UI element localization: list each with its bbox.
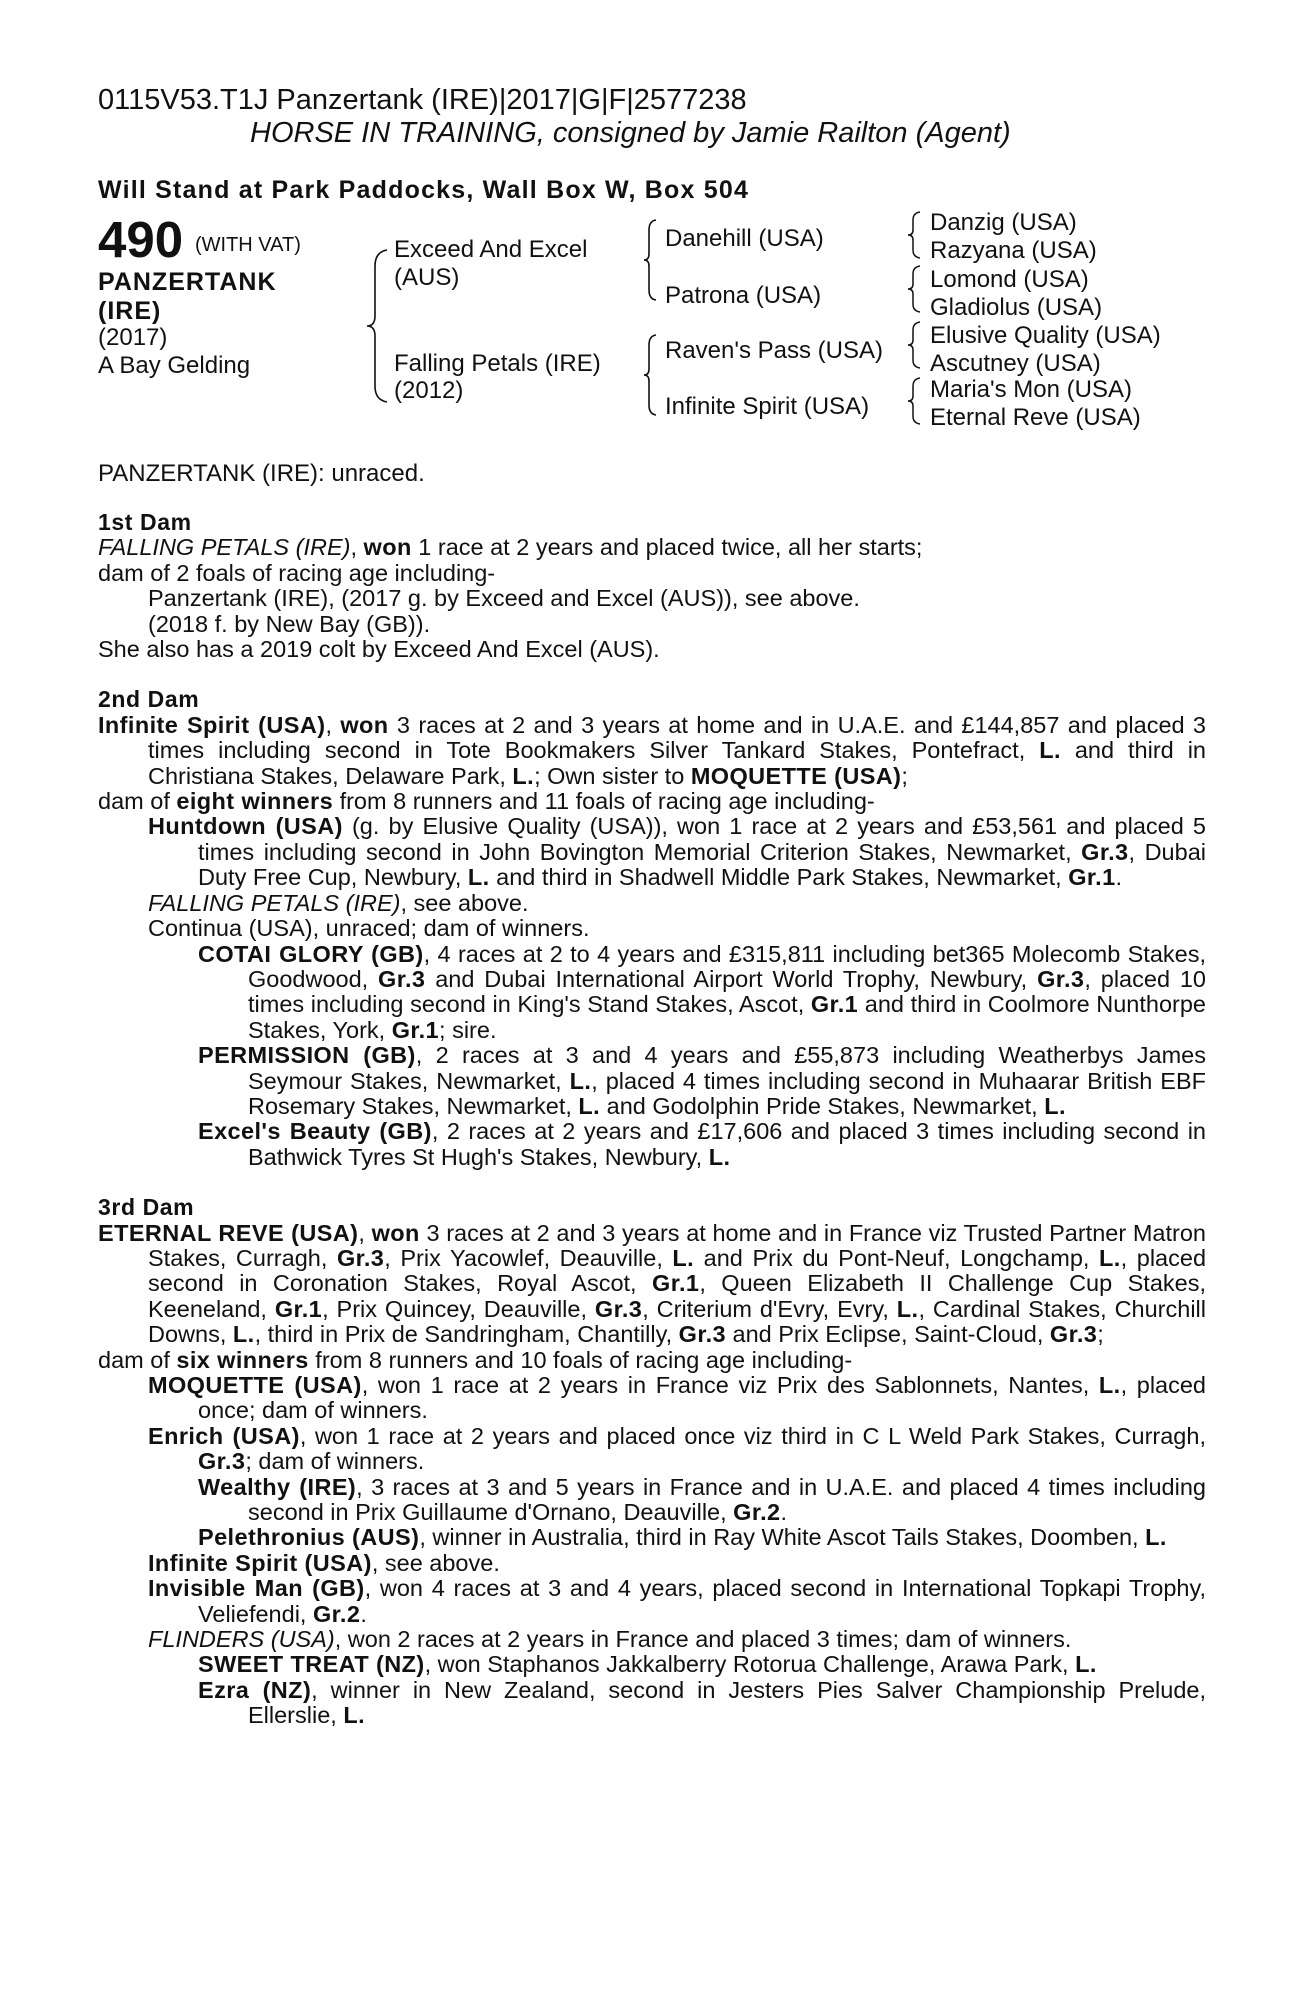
text: won — [340, 711, 389, 738]
pedigree-sire-dam: Patrona (USA) — [665, 282, 822, 309]
text: L. — [1044, 1092, 1066, 1119]
text: , — [350, 534, 364, 561]
produce-continua: Continua (USA), unraced; dam of winners. — [148, 915, 590, 942]
produce-permission — [98, 1043, 1206, 1119]
pedigree-dam-dam: Infinite Spirit (USA) — [665, 393, 870, 420]
text: Gr.3 — [678, 1321, 726, 1348]
text: 3 races at 2 and 3 years at home and in U.A.E. and £144,857 and placed 3 times including second in Tote Bookmakers Silver Tankard Stakes, Pontefract, — [148, 711, 1206, 764]
text: , Queen Elizabeth II Challenge Cup Stakes, Keeneland, — [148, 1270, 1206, 1322]
stand-location: Will Stand at Park Paddocks, Wall Box W, Box 504 — [98, 176, 750, 204]
produce-invisible-man — [98, 1576, 1206, 1627]
text: Excel's Beauty (GB) — [198, 1118, 432, 1145]
text: and Prix Eclipse, Saint-Cloud, — [725, 1321, 1050, 1348]
text: , see above. — [400, 889, 529, 916]
third-dam-heading: 3rd Dam — [98, 1194, 195, 1221]
pedigree-dam-sire: Raven's Pass (USA) — [665, 337, 883, 364]
text: Wealthy (IRE) — [198, 1473, 357, 1500]
text: , Criterium d'Evry, Evry, — [642, 1295, 897, 1322]
text: , Prix Yacowlef, Deauville, — [384, 1244, 673, 1271]
text: , third in Prix de Sandringham, Chantilly, — [254, 1321, 679, 1348]
horse-name-line1: PANZERTANK — [98, 268, 277, 296]
second-dam-record — [98, 713, 1206, 789]
text: , Dubai Duty Free Cup, Newbury, — [198, 838, 1206, 891]
horse-name — [98, 268, 277, 326]
produce-enrich — [98, 1424, 1206, 1475]
text: and Dubai International Airport World Trophy, Newbury, — [425, 965, 1038, 992]
text: won — [363, 534, 412, 561]
text: and third in Christiana Stakes, Delaware Park, — [148, 737, 1206, 789]
text: , placed once; dam of winners. — [198, 1372, 1207, 1424]
text: , won 1 race at 2 years in France viz Prix des Sablonnets, Nantes, — [361, 1372, 1099, 1398]
text: , 2 races at 3 and 4 years and £55,873 including Weatherbys James Seymour Stakes, Newmarket, — [248, 1042, 1206, 1094]
text: , won 4 races at 3 and 4 years, placed second in International Topkapi Trophy, Veliefendi, — [198, 1575, 1206, 1627]
pedigree-dam-year: (2012) — [394, 377, 464, 404]
text: L. — [232, 1321, 255, 1348]
text: Gr.1 — [274, 1295, 323, 1322]
text: Gr.3 — [594, 1295, 643, 1322]
pedigree-g3-eternal-reve: Eternal Reve (USA) — [930, 404, 1141, 431]
text: , winner in Australia, third in Ray White Ascot Tails Stakes, Doomben, — [419, 1524, 1146, 1551]
produce-record — [98, 510, 1206, 1729]
text: 3 races at 2 and 3 years at home and in France viz Trusted Partner Matron Stakes, Curragh, — [148, 1219, 1206, 1271]
produce-moquette — [98, 1373, 1206, 1424]
text: , won Staphanos Jakkalberry Rotorua Challenge, Arawa Park, — [424, 1651, 1076, 1678]
text: ; — [1097, 1321, 1104, 1348]
text: 1 race at 2 years and placed twice, all her starts; — [411, 534, 923, 561]
text: L. — [1098, 1372, 1121, 1398]
pedigree-brace-g3-1 — [906, 210, 922, 260]
text: won — [371, 1219, 420, 1246]
text: from 8 runners and 11 foals of racing age including- — [333, 788, 875, 815]
pedigree-brace-g3-4 — [906, 376, 922, 426]
text: , 2 races at 2 years and £17,606 and placed 3 times including second in Bathwick Tyres St Hugh's Stakes, Newbury, — [248, 1118, 1206, 1170]
text: ; sire. — [439, 1016, 497, 1043]
text: and Godolphin Pride Stakes, Newmarket, — [600, 1092, 1045, 1119]
text: dam of — [98, 788, 177, 815]
produce-excels-beauty — [98, 1119, 1206, 1170]
second-dam-heading: 2nd Dam — [98, 686, 200, 713]
text: L. — [1075, 1651, 1097, 1678]
produce-falling-petals — [98, 891, 1206, 916]
text: Gr.3 — [198, 1448, 246, 1475]
text: Gr.3 — [1037, 965, 1085, 992]
text: MOQUETTE (USA) — [690, 762, 902, 789]
text: COTAI GLORY (GB) — [198, 940, 424, 967]
produce-wealthy — [98, 1475, 1206, 1526]
first-dam-produce-summary: dam of 2 foals of racing age including- — [98, 559, 496, 586]
text: ETERNAL REVE (USA) — [98, 1219, 359, 1246]
produce-huntdown — [98, 814, 1206, 890]
pedigree-sire-sire: Danehill (USA) — [665, 225, 824, 252]
horse-description: A Bay Gelding — [98, 352, 251, 379]
text: Gr.3 — [378, 965, 426, 992]
text: Gr.3 — [1081, 838, 1129, 865]
text: ; Own sister to — [534, 762, 691, 789]
catalogue-reference: 0115V53.T1J Panzertank (IRE)|2017|G|F|2577238 — [98, 84, 747, 116]
text: Gr.2 — [733, 1499, 781, 1526]
produce-flinders — [98, 1627, 1206, 1652]
text: L. — [672, 1244, 695, 1271]
text: , 4 races at 2 to 4 years and £315,811 including bet365 Molecomb Stakes, Goodwood, — [248, 940, 1206, 992]
text: Gr.1 — [1068, 864, 1116, 891]
text: , placed 10 times including second in King's Stand Stakes, Ascot, — [248, 965, 1206, 1018]
text: Gr.1 — [652, 1270, 700, 1297]
text: , placed 4 times including second in Muhaarar British EBF Rosemary Stakes, Newmarket, — [248, 1067, 1207, 1119]
text: Enrich (USA) — [148, 1422, 300, 1449]
text: , Cardinal Stakes, Churchill Downs, — [148, 1295, 1206, 1348]
text: , winner in New Zealand, second in Jesters Pies Salver Championship Prelude, Ellerslie, — [248, 1676, 1206, 1729]
first-dam-record — [98, 535, 1206, 560]
text: and third in Coolmore Nunthorpe Stakes, York, — [248, 991, 1206, 1043]
first-dam-heading: 1st Dam — [98, 509, 192, 535]
second-dam-produce-summary — [98, 789, 1206, 814]
text: . — [1115, 864, 1123, 891]
text: FLINDERS (USA) — [148, 1626, 335, 1653]
first-dam-produce-1: Panzertank (IRE), (2017 g. by Exceed and Excel (AUS)), see above. — [148, 585, 860, 612]
text: eight winners — [176, 788, 334, 815]
first-dam-produce-2: (2018 f. by New Bay (GB)). — [148, 610, 431, 637]
text: Infinite Spirit (USA) — [98, 711, 326, 738]
pedigree-brace-g3-3 — [906, 320, 922, 370]
first-dam-name: FALLING PETALS (IRE) — [98, 534, 351, 561]
text: and Prix du Pont-Neuf, Longchamp, — [694, 1244, 1099, 1271]
text: . — [360, 1600, 367, 1627]
text: six winners — [176, 1346, 309, 1373]
pedigree-g3-ascutney: Ascutney (USA) — [930, 350, 1101, 377]
pedigree-sire-origin: (AUS) — [394, 264, 460, 291]
text: from 8 runners and 10 foals of racing age including- — [308, 1346, 853, 1373]
text: Pelethronius (AUS) — [198, 1524, 420, 1551]
text: Huntdown (USA) — [148, 813, 343, 840]
horse-year: (2017) — [98, 324, 168, 351]
text: L. — [343, 1702, 366, 1729]
produce-cotai-glory — [98, 942, 1206, 1044]
text: , won 2 races at 2 years in France and placed 3 times; dam of winners. — [334, 1626, 1072, 1653]
text: Gr.3 — [1049, 1321, 1098, 1348]
text: Ezra (NZ) — [198, 1676, 312, 1703]
text: . — [780, 1499, 788, 1526]
pedigree-dam: Falling Petals (IRE) — [394, 350, 601, 377]
pedigree-brace-g3-2 — [906, 264, 922, 314]
pedigree-g3-razyana: Razyana (USA) — [930, 237, 1097, 264]
pedigree-g3-elusive-quality: Elusive Quality (USA) — [930, 322, 1161, 349]
pedigree-sire: Exceed And Excel — [394, 236, 588, 263]
lot-number: 490 — [98, 211, 184, 268]
text: Gr.1 — [391, 1016, 440, 1043]
pedigree-g3-gladiolus: Gladiolus (USA) — [930, 294, 1103, 321]
text: dam of — [98, 1346, 177, 1373]
text: L. — [467, 864, 490, 891]
text: SWEET TREAT (NZ) — [198, 1651, 425, 1678]
text: Invisible Man (GB) — [148, 1575, 365, 1602]
consignor-line: HORSE IN TRAINING, consigned by Jamie Railton (Agent) — [250, 117, 1011, 149]
produce-infinite-spirit — [98, 1551, 1206, 1576]
horse-name-line2: (IRE) — [98, 297, 162, 325]
text: MOQUETTE (USA) — [148, 1372, 362, 1398]
produce-ezra — [98, 1678, 1206, 1729]
text: L. — [708, 1143, 731, 1170]
third-dam-record — [98, 1221, 1206, 1348]
text: Gr.1 — [810, 991, 859, 1018]
pedigree-brace-sire — [642, 218, 658, 302]
pedigree-brace-dam — [642, 333, 658, 417]
text: L. — [1039, 737, 1061, 764]
third-dam-produce-summary — [98, 1348, 1206, 1373]
pedigree-brace-gen1 — [365, 248, 389, 404]
text: Gr.3 — [336, 1244, 385, 1271]
text: L. — [569, 1067, 592, 1094]
text: L. — [1098, 1244, 1121, 1271]
text: , Prix Quincey, Deauville, — [322, 1295, 595, 1322]
first-dam-note: She also has a 2019 colt by Exceed And Excel (AUS). — [98, 636, 660, 663]
text: L. — [896, 1295, 919, 1322]
text: L. — [1145, 1524, 1167, 1551]
text: , — [325, 711, 341, 738]
pedigree-g3-marias-mon: Maria's Mon (USA) — [930, 376, 1132, 403]
text: PERMISSION (GB) — [198, 1042, 416, 1069]
text: , see above. — [371, 1549, 500, 1576]
produce-pelethronius — [98, 1525, 1206, 1550]
text: , won 1 race at 2 years and placed once viz third in C L Weld Park Stakes, Curragh, — [299, 1422, 1206, 1449]
text: (g. by Elusive Quality (USA)), won 1 race at 2 years and £53,561 and placed 5 times including second in John Bovington Memorial Criterion Stakes, Newmarket, — [198, 813, 1206, 865]
text: , — [358, 1219, 372, 1246]
race-record: PANZERTANK (IRE): unraced. — [98, 460, 425, 487]
text: , 3 races at 3 and 5 years in France and in U.A.E. and placed 4 times including second in Prix Guillaume d'Ornano, Deauville, — [248, 1473, 1206, 1526]
vat-note: (WITH VAT) — [195, 234, 301, 256]
text: FALLING PETALS (IRE) — [148, 889, 401, 916]
text: , placed second in Coronation Stakes, Royal Ascot, — [148, 1244, 1207, 1297]
pedigree-g3-danzig: Danzig (USA) — [930, 209, 1077, 236]
pedigree-g3-lomond: Lomond (USA) — [930, 266, 1089, 293]
produce-sweet-treat — [98, 1652, 1206, 1677]
text: ; — [901, 762, 908, 789]
text: ; dam of winners. — [245, 1448, 425, 1475]
text: Gr.2 — [312, 1600, 361, 1627]
text: L. — [512, 762, 535, 789]
text: L. — [578, 1092, 601, 1119]
text: and third in Shadwell Middle Park Stakes, Newmarket, — [489, 864, 1069, 891]
text: Infinite Spirit (USA) — [148, 1549, 372, 1576]
